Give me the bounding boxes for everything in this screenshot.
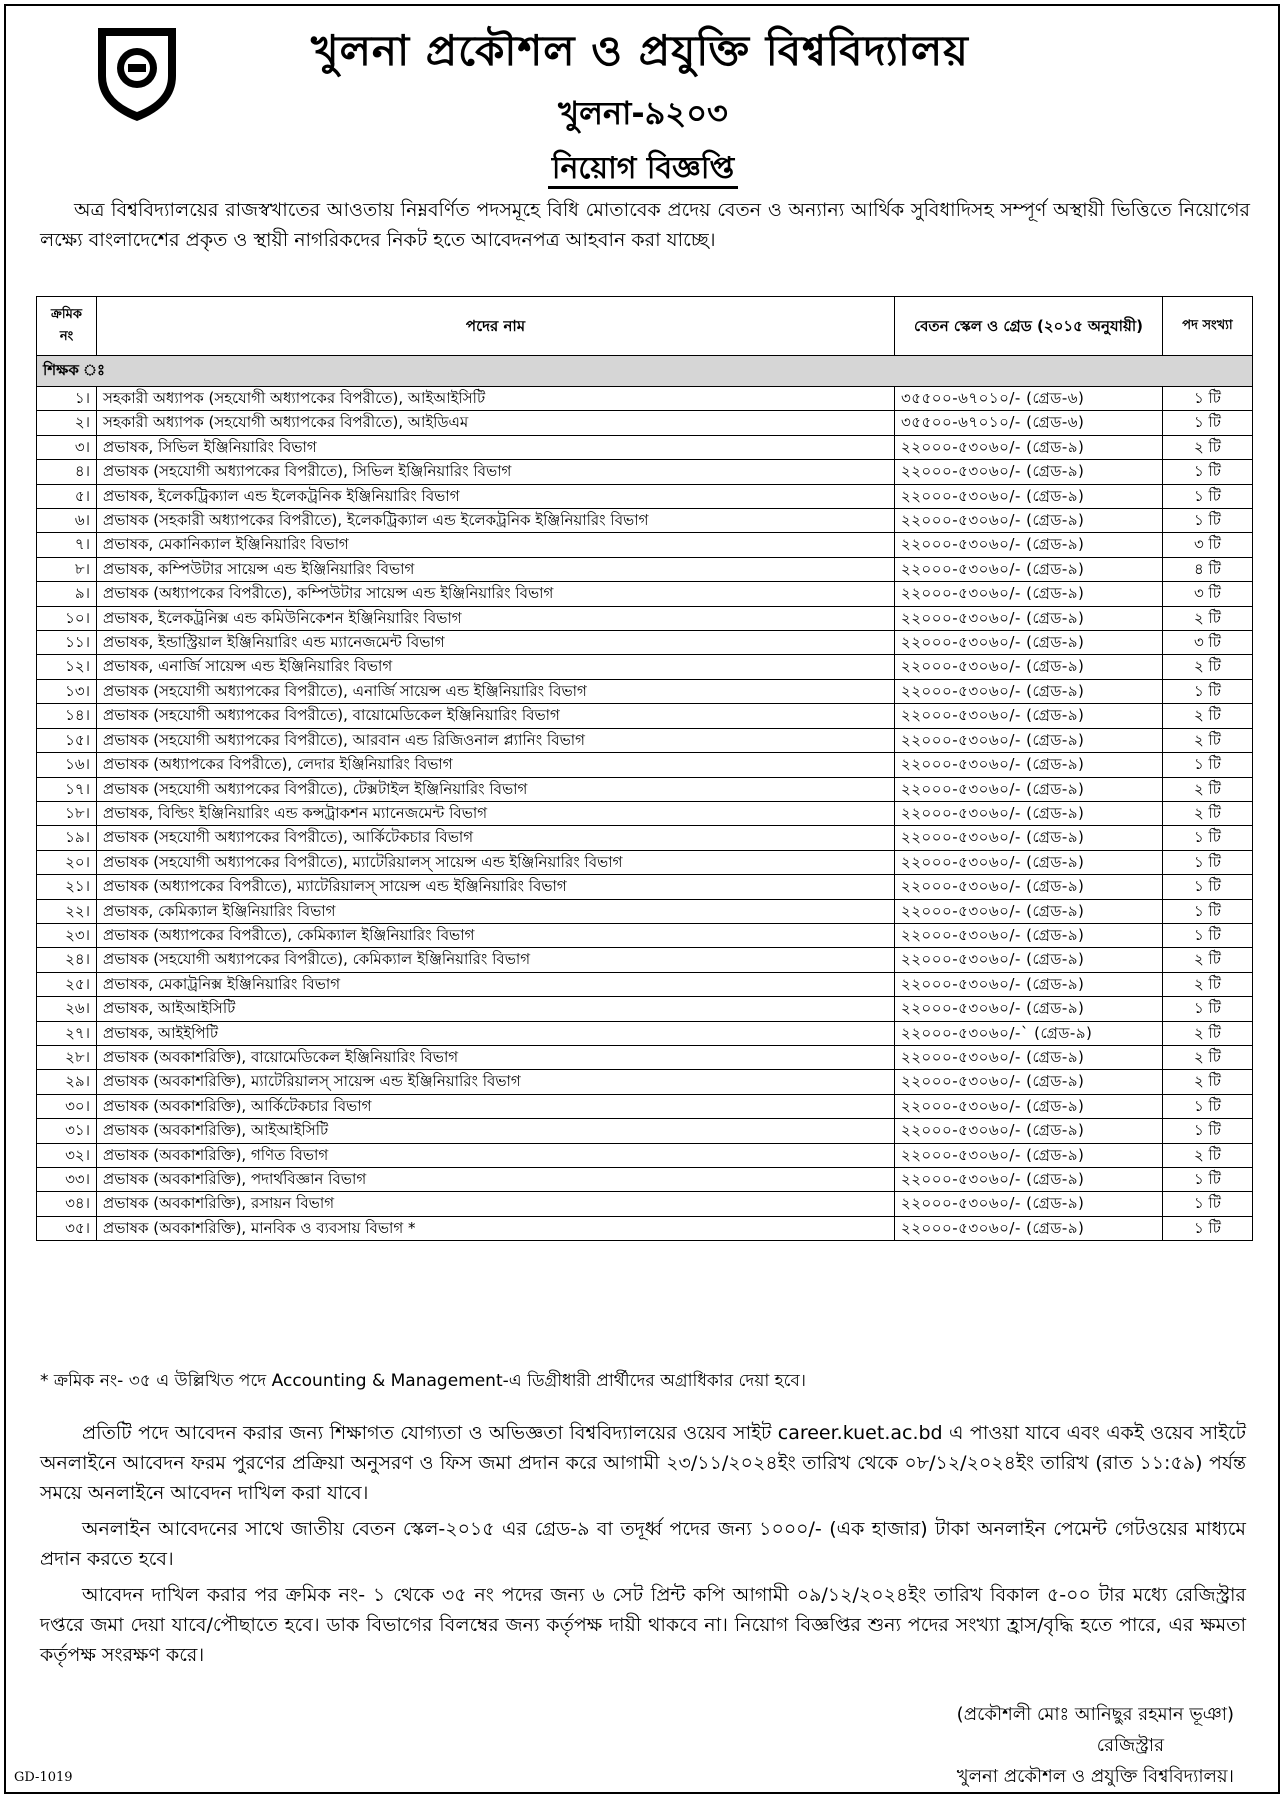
row-count: ১ টি	[1163, 411, 1253, 435]
table-row	[37, 777, 1253, 801]
table-row	[37, 1045, 1253, 1069]
row-serial: ২৭।	[37, 1021, 97, 1045]
row-count: ২ টি	[1163, 948, 1253, 972]
signature-block	[814, 1699, 1234, 1792]
row-pay: ২২০০০-৫৩০৬০/- (গ্রেড-৯)	[895, 533, 1163, 557]
row-count: ২ টি	[1163, 972, 1253, 996]
table-row	[37, 875, 1253, 899]
row-count: ১ টি	[1163, 679, 1253, 703]
table-row	[37, 923, 1253, 947]
row-count: ১ টি	[1163, 484, 1253, 508]
row-count: ২ টি	[1163, 728, 1253, 752]
row-serial: ২০।	[37, 850, 97, 874]
table-row	[37, 557, 1253, 581]
table-row	[37, 655, 1253, 679]
city-postcode: খুলনা-৯২০৩	[558, 94, 728, 132]
row-serial: ২১।	[37, 875, 97, 899]
row-pay: ২২০০০-৫৩০৬০/- (গ্রেড-৯)	[895, 826, 1163, 850]
table-row	[37, 728, 1253, 752]
row-pay: ২২০০০-৫৩০৬০/- (গ্রেড-৯)	[895, 484, 1163, 508]
row-pay: ২২০০০-৫৩০৬০/- (গ্রেড-৯)	[895, 1119, 1163, 1143]
intro-paragraph: অত্র বিশ্ববিদ্যালয়ের রাজস্বখাতের আওতায় নিম্নবর্ণিত পদসমূহে বিধি মোতাবেক প্রদেয় বেতন ও অন্যান্য আর্থিক সুবিধাদিসহ সম্পূর্ণ অস্থায়ী ভিত্তিতে নিয়োগের লক্ষ্যে বাংলাদেশের প্রকৃত ও স্থায়ী নাগরিকদের নিকট হতে আবেদনপত্র আহবান করা যাচ্ছে।	[40, 199, 1250, 251]
row-post: প্রভাষক (অবকাশরিক্তি), গণিত বিভাগ	[97, 1143, 895, 1167]
row-count: ২ টি	[1163, 1143, 1253, 1167]
row-pay: ২২০০০-৫৩০৬০/- (গ্রেড-৯)	[895, 753, 1163, 777]
row-pay: ২২০০০-৫৩০৬০/- (গ্রেড-৯)	[895, 557, 1163, 581]
row-serial: ৫।	[37, 484, 97, 508]
row-pay: ২২০০০-৫৩০৬০/- (গ্রেড-৯)	[895, 777, 1163, 801]
row-serial: ১০।	[37, 606, 97, 630]
row-post: প্রভাষক, কম্পিউটার সায়েন্স এন্ড ইঞ্জিনিয়ারিং বিভাগ	[97, 557, 895, 581]
row-serial: ৩২।	[37, 1143, 97, 1167]
row-serial: ১৭।	[37, 777, 97, 801]
row-serial: ১৮।	[37, 801, 97, 825]
row-post: প্রভাষক, ইন্ডাস্ট্রিয়াল ইঞ্জিনিয়ারিং এন্ড ম্যানেজমেন্ট বিভাগ	[97, 631, 895, 655]
table-row	[37, 387, 1253, 411]
row-serial: ৩।	[37, 435, 97, 459]
table-row	[37, 997, 1253, 1021]
paragraph-submission: আবেদন দাখিল করার পর ক্রমিক নং- ১ থেকে ৩৫ নং পদের জন্য ৬ সেট প্রিন্ট কপি আগামী ০৯/১২/২০২৪ইং তারিখ বিকাল ৫-০০ টার মধ্যে রেজিস্ট্রার দপ্তরে জমা দেয়া যাবে/পৌছাতে হবে। ডাক বিভাগের বিলম্বের জন্য কর্তৃপক্ষ দায়ী থাকবে না। নিয়োগ বিজ্ঞপ্তির শুন্য পদের সংখ্যা হ্রাস/বৃদ্ধি হতে পারে, এর ক্ষমতা কর্তৃপক্ষ সংরক্ষণ করে।	[40, 1584, 1246, 1666]
row-post: প্রভাষক, এনার্জি সায়েন্স এন্ড ইঞ্জিনিয়ারিং বিভাগ	[97, 655, 895, 679]
row-post: প্রভাষক (সহযোগী অধ্যাপকের বিপরীতে), ম্যাটেরিয়ালস্ সায়েন্স এন্ড ইঞ্জিনিয়ারিং বিভাগ	[97, 850, 895, 874]
row-count: ২ টি	[1163, 1021, 1253, 1045]
table-row	[37, 826, 1253, 850]
row-count: ১ টি	[1163, 875, 1253, 899]
paragraph-fee: অনলাইন আবেদনের সাথে জাতীয় বেতন স্কেল-২০১৫ এর গ্রেড-৯ বা তদূর্ধ্ব পদের জন্য ১০০০/- (এক হাজার) টাকা অনলাইন পেমেন্ট গেটওয়ের মাধ্যমে প্রদান করতে হবে।	[40, 1518, 1246, 1570]
row-serial: ৪।	[37, 460, 97, 484]
row-count: ১ টি	[1163, 460, 1253, 484]
footnote: * ক্রমিক নং- ৩৫ এ উল্লিখিত পদে Accounting & Management-এ ডিগ্রীধারী প্রার্থীদের অগ্রাধিকার দেয়া হবে।	[40, 1371, 806, 1391]
header-pay: বেতন স্কেল ও গ্রেড (২০১৫ অনুযায়ী)	[895, 297, 1163, 356]
row-pay: ২২০০০-৫৩০৬০/- (গ্রেড-৯)	[895, 1216, 1163, 1240]
row-pay: ৩৫৫০০-৬৭০১০/- (গ্রেড-৬)	[895, 387, 1163, 411]
row-post: প্রভাষক (অবকাশরিক্তি), আইআইসিটি	[97, 1119, 895, 1143]
row-count: ১ টি	[1163, 923, 1253, 947]
row-count: ১ টি	[1163, 1094, 1253, 1118]
row-serial: ১৫।	[37, 728, 97, 752]
row-pay: ২২০০০-৫৩০৬০/- (গ্রেড-৯)	[895, 972, 1163, 996]
row-serial: ৩৩।	[37, 1168, 97, 1192]
table-row	[37, 484, 1253, 508]
row-count: ২ টি	[1163, 1070, 1253, 1094]
table-row	[37, 1021, 1253, 1045]
signatory-institution: খুলনা প্রকৌশল ও প্রযুক্তি বিশ্ববিদ্যালয়।	[956, 1766, 1234, 1787]
row-serial: ১৯।	[37, 826, 97, 850]
row-post: প্রভাষক, মেকাট্রনিক্স ইঞ্জিনিয়ারিং বিভাগ	[97, 972, 895, 996]
row-serial: ২৫।	[37, 972, 97, 996]
row-post: প্রভাষক (অবকাশরিক্তি), মানবিক ও ব্যবসায় বিভাগ *	[97, 1216, 895, 1240]
row-post: প্রভাষক, বিল্ডিং ইঞ্জিনিয়ারিং এন্ড কন্সট্রাকশন ম্যানেজমেন্ট বিভাগ	[97, 801, 895, 825]
table-row	[37, 533, 1253, 557]
row-post: সহকারী অধ্যাপক (সহযোগী অধ্যাপকের বিপরীতে), আইআইসিটি	[97, 387, 895, 411]
table-row	[37, 582, 1253, 606]
table-row	[37, 1070, 1253, 1094]
row-count: ১ টি	[1163, 387, 1253, 411]
row-count: ৪ টি	[1163, 557, 1253, 581]
row-serial: ১১।	[37, 631, 97, 655]
table-row	[37, 801, 1253, 825]
paragraph-application: প্রতিটি পদে আবেদন করার জন্য শিক্ষাগত যোগ্যতা ও অভিজ্ঞতা বিশ্ববিদ্যালয়ের ওয়েব সাইট career.kuet.ac.bd এ পাওয়া যাবে এবং একই ওয়েব সাইটে অনলাইনে আবেদন ফরম পুরণের প্রক্রিয়া অনুসরণ ও ফিস জমা প্রদান করে আগামী ২৩/১১/২০২৪ইং তারিখ থেকে ০৮/১২/২০২৪ইং তারিখ (রাত ১১:৫৯) পর্যন্ত সময়ে অনলাইনে আবেদন দাখিল করা যাবে।	[40, 1422, 1246, 1504]
document-code: GD-1019	[14, 1770, 73, 1785]
row-serial: ২।	[37, 411, 97, 435]
row-count: ২ টি	[1163, 435, 1253, 459]
table-row	[37, 948, 1253, 972]
row-pay: ২২০০০-৫৩০৬০/- (গ্রেড-৯)	[895, 704, 1163, 728]
table-row	[37, 435, 1253, 459]
row-post: প্রভাষক (অবকাশরিক্তি), বায়োমেডিকেল ইঞ্জিনিয়ারিং বিভাগ	[97, 1045, 895, 1069]
row-serial: ৭।	[37, 533, 97, 557]
row-count: ১ টি	[1163, 1119, 1253, 1143]
row-count: ২ টি	[1163, 606, 1253, 630]
row-post: প্রভাষক (সহযোগী অধ্যাপকের বিপরীতে), আর্কিটেকচার বিভাগ	[97, 826, 895, 850]
row-count: ১ টি	[1163, 1168, 1253, 1192]
header-serial: ক্রমিক নং	[37, 297, 97, 356]
table-row	[37, 606, 1253, 630]
row-serial: ২২।	[37, 899, 97, 923]
row-count: ২ টি	[1163, 1045, 1253, 1069]
row-pay: ২২০০০-৫৩০৬০/-` (গ্রেড-৯)	[895, 1021, 1163, 1045]
row-post: প্রভাষক, আইইপিটি	[97, 1021, 895, 1045]
row-post: প্রভাষক (সহযোগী অধ্যাপকের বিপরীতে), বায়োমেডিকেল ইঞ্জিনিয়ারিং বিভাগ	[97, 704, 895, 728]
row-pay: ২২০০০-৫৩০৬০/- (গ্রেড-৯)	[895, 1168, 1163, 1192]
row-post: প্রভাষক (সহযোগী অধ্যাপকের বিপরীতে), আরবান এন্ড রিজিওনাল প্ল্যানিং বিভাগ	[97, 728, 895, 752]
row-count: ২ টি	[1163, 655, 1253, 679]
row-pay: ২২০০০-৫৩০৬০/- (গ্রেড-৯)	[895, 679, 1163, 703]
row-post: প্রভাষক (অধ্যাপকের বিপরীতে), লেদার ইঞ্জিনিয়ারিং বিভাগ	[97, 753, 895, 777]
row-serial: ৩৫।	[37, 1216, 97, 1240]
row-pay: ২২০০০-৫৩০৬০/- (গ্রেড-৯)	[895, 1045, 1163, 1069]
row-count: ২ টি	[1163, 801, 1253, 825]
row-count: ১ টি	[1163, 997, 1253, 1021]
table-row	[37, 704, 1253, 728]
row-count: ১ টি	[1163, 826, 1253, 850]
row-pay: ২২০০০-৫৩০৬০/- (গ্রেড-৯)	[895, 1143, 1163, 1167]
row-pay: ২২০০০-৫৩০৬০/- (গ্রেড-৯)	[895, 655, 1163, 679]
row-serial: ৩১।	[37, 1119, 97, 1143]
table-header-row	[37, 297, 1253, 356]
row-post: প্রভাষক (সহযোগী অধ্যাপকের বিপরীতে), টেক্সটাইল ইঞ্জিনিয়ারিং বিভাগ	[97, 777, 895, 801]
row-pay: ২২০০০-৫৩০৬০/- (গ্রেড-৯)	[895, 899, 1163, 923]
table-row	[37, 850, 1253, 874]
row-count: ১ টি	[1163, 899, 1253, 923]
row-post: প্রভাষক (অবকাশরিক্তি), আর্কিটেকচার বিভাগ	[97, 1094, 895, 1118]
row-count: ১ টি	[1163, 1192, 1253, 1216]
row-post: প্রভাষক (অধ্যাপকের বিপরীতে), ম্যাটেরিয়ালস্ সায়েন্স এন্ড ইঞ্জিনিয়ারিং বিভাগ	[97, 875, 895, 899]
table-row	[37, 1143, 1253, 1167]
row-post: সহকারী অধ্যাপক (সহযোগী অধ্যাপকের বিপরীতে), আইডিএম	[97, 411, 895, 435]
row-serial: ১৪।	[37, 704, 97, 728]
row-pay: ২২০০০-৫৩০৬০/- (গ্রেড-৯)	[895, 582, 1163, 606]
table-row	[37, 1119, 1253, 1143]
row-count: ১ টি	[1163, 509, 1253, 533]
row-post: প্রভাষক (সহযোগী অধ্যাপকের বিপরীতে), এনার্জি সায়েন্স এন্ড ইঞ্জিনিয়ারিং বিভাগ	[97, 679, 895, 703]
row-post: প্রভাষক, কেমিক্যাল ইঞ্জিনিয়ারিং বিভাগ	[97, 899, 895, 923]
posts-table	[36, 296, 1253, 1241]
university-name: খুলনা প্রকৌশল ও প্রযুক্তি বিশ্ববিদ্যালয়	[311, 26, 969, 75]
table-row	[37, 899, 1253, 923]
row-post: প্রভাষক (সহযোগী অধ্যাপকের বিপরীতে), কেমিক্যাল ইঞ্জিনিয়ারিং বিভাগ	[97, 948, 895, 972]
row-post: প্রভাষক (সহকারী অধ্যাপকের বিপরীতে), ইলেকট্রিক্যাল এন্ড ইলেকট্রনিক ইঞ্জিনিয়ারিং বিভাগ	[97, 509, 895, 533]
row-post: প্রভাষক (অবকাশরিক্তি), ম্যাটেরিয়ালস্ সায়েন্স এন্ড ইঞ্জিনিয়ারিং বিভাগ	[97, 1070, 895, 1094]
row-serial: ১।	[37, 387, 97, 411]
signatory-name: (প্রকৌশলী মোঃ আনিছুর রহমান ভূঞা)	[956, 1704, 1234, 1725]
row-count: ১ টি	[1163, 850, 1253, 874]
row-serial: ২৮।	[37, 1045, 97, 1069]
row-pay: ২২০০০-৫৩০৬০/- (গ্রেড-৯)	[895, 801, 1163, 825]
row-post: প্রভাষক, ইলেকট্রনিক্স এন্ড কমিউনিকেশন ইঞ্জিনিয়ারিং বিভাগ	[97, 606, 895, 630]
row-count: ১ টি	[1163, 1216, 1253, 1240]
row-serial: ৯।	[37, 582, 97, 606]
row-post: প্রভাষক (অধ্যাপকের বিপরীতে), কেমিক্যাল ইঞ্জিনিয়ারিং বিভাগ	[97, 923, 895, 947]
row-pay: ২২০০০-৫৩০৬০/- (গ্রেড-৯)	[895, 728, 1163, 752]
row-pay: ২২০০০-৫৩০৬০/- (গ্রেড-৯)	[895, 509, 1163, 533]
row-serial: ৬।	[37, 509, 97, 533]
table-row	[37, 411, 1253, 435]
row-pay: ২২০০০-৫৩০৬০/- (গ্রেড-৯)	[895, 948, 1163, 972]
row-count: ৩ টি	[1163, 582, 1253, 606]
row-serial: ১২।	[37, 655, 97, 679]
signatory-designation: রেজিস্ট্রার	[1096, 1735, 1164, 1756]
row-pay: ২২০০০-৫৩০৬০/- (গ্রেড-৯)	[895, 1070, 1163, 1094]
row-pay: ৩৫৫০০-৬৭০১০/- (গ্রেড-৬)	[895, 411, 1163, 435]
row-serial: ২৯।	[37, 1070, 97, 1094]
row-serial: ২৩।	[37, 923, 97, 947]
table-row	[37, 509, 1253, 533]
row-count: ২ টি	[1163, 777, 1253, 801]
row-serial: ১৬।	[37, 753, 97, 777]
row-serial: ৮।	[37, 557, 97, 581]
table-row	[37, 631, 1253, 655]
row-pay: ২২০০০-৫৩০৬০/- (গ্রেড-৯)	[895, 875, 1163, 899]
row-post: প্রভাষক (সহযোগী অধ্যাপকের বিপরীতে), সিভিল ইঞ্জিনিয়ারিং বিভাগ	[97, 460, 895, 484]
row-serial: ২৪।	[37, 948, 97, 972]
row-post: প্রভাষক (অধ্যাপকের বিপরীতে), কম্পিউটার সায়েন্স এন্ড ইঞ্জিনিয়ারিং বিভাগ	[97, 582, 895, 606]
table-row	[37, 1094, 1253, 1118]
section-label: শিক্ষক ঃ	[37, 356, 1253, 387]
row-pay: ২২০০০-৫৩০৬০/- (গ্রেড-৯)	[895, 435, 1163, 459]
row-post: প্রভাষক, ইলেকট্রিক্যাল এন্ড ইলেকট্রনিক ইঞ্জিনিয়ারিং বিভাগ	[97, 484, 895, 508]
row-post: প্রভাষক (অবকাশরিক্তি), রসায়ন বিভাগ	[97, 1192, 895, 1216]
table-row	[37, 1192, 1253, 1216]
row-pay: ২২০০০-৫৩০৬০/- (গ্রেড-৯)	[895, 1094, 1163, 1118]
notice-title: নিয়োগ বিজ্ঞপ্তি	[0, 144, 1286, 195]
row-serial: ৩৪।	[37, 1192, 97, 1216]
row-serial: ৩০।	[37, 1094, 97, 1118]
header-count: পদ সংখ্যা	[1163, 297, 1253, 356]
row-serial: ১৩।	[37, 679, 97, 703]
header	[0, 10, 1286, 186]
row-post: প্রভাষক, মেকানিক্যাল ইঞ্জিনিয়ারিং বিভাগ	[97, 533, 895, 557]
row-pay: ২২০০০-৫৩০৬০/- (গ্রেড-৯)	[895, 460, 1163, 484]
table-row	[37, 972, 1253, 996]
row-count: ২ টি	[1163, 704, 1253, 728]
row-post: প্রভাষক, আইআইসিটি	[97, 997, 895, 1021]
section-row	[37, 356, 1253, 387]
row-pay: ২২০০০-৫৩০৬০/- (গ্রেড-৯)	[895, 606, 1163, 630]
row-pay: ২২০০০-৫৩০৬০/- (গ্রেড-৯)	[895, 923, 1163, 947]
header-post: পদের নাম	[97, 297, 895, 356]
row-count: ৩ টি	[1163, 631, 1253, 655]
row-serial: ২৬।	[37, 997, 97, 1021]
row-pay: ২২০০০-৫৩০৬০/- (গ্রেড-৯)	[895, 850, 1163, 874]
table-row	[37, 1216, 1253, 1240]
table-row	[37, 679, 1253, 703]
table-row	[37, 460, 1253, 484]
row-count: ৩ টি	[1163, 533, 1253, 557]
row-pay: ২২০০০-৫৩০৬০/- (গ্রেড-৯)	[895, 631, 1163, 655]
row-post: প্রভাষক (অবকাশরিক্তি), পদার্থবিজ্ঞান বিভাগ	[97, 1168, 895, 1192]
row-pay: ২২০০০-৫৩০৬০/- (গ্রেড-৯)	[895, 997, 1163, 1021]
row-post: প্রভাষক, সিভিল ইঞ্জিনিয়ারিং বিভাগ	[97, 435, 895, 459]
row-count: ১ টি	[1163, 753, 1253, 777]
row-pay: ২২০০০-৫৩০৬০/- (গ্রেড-৯)	[895, 1192, 1163, 1216]
table-row	[37, 753, 1253, 777]
table-row	[37, 1168, 1253, 1192]
